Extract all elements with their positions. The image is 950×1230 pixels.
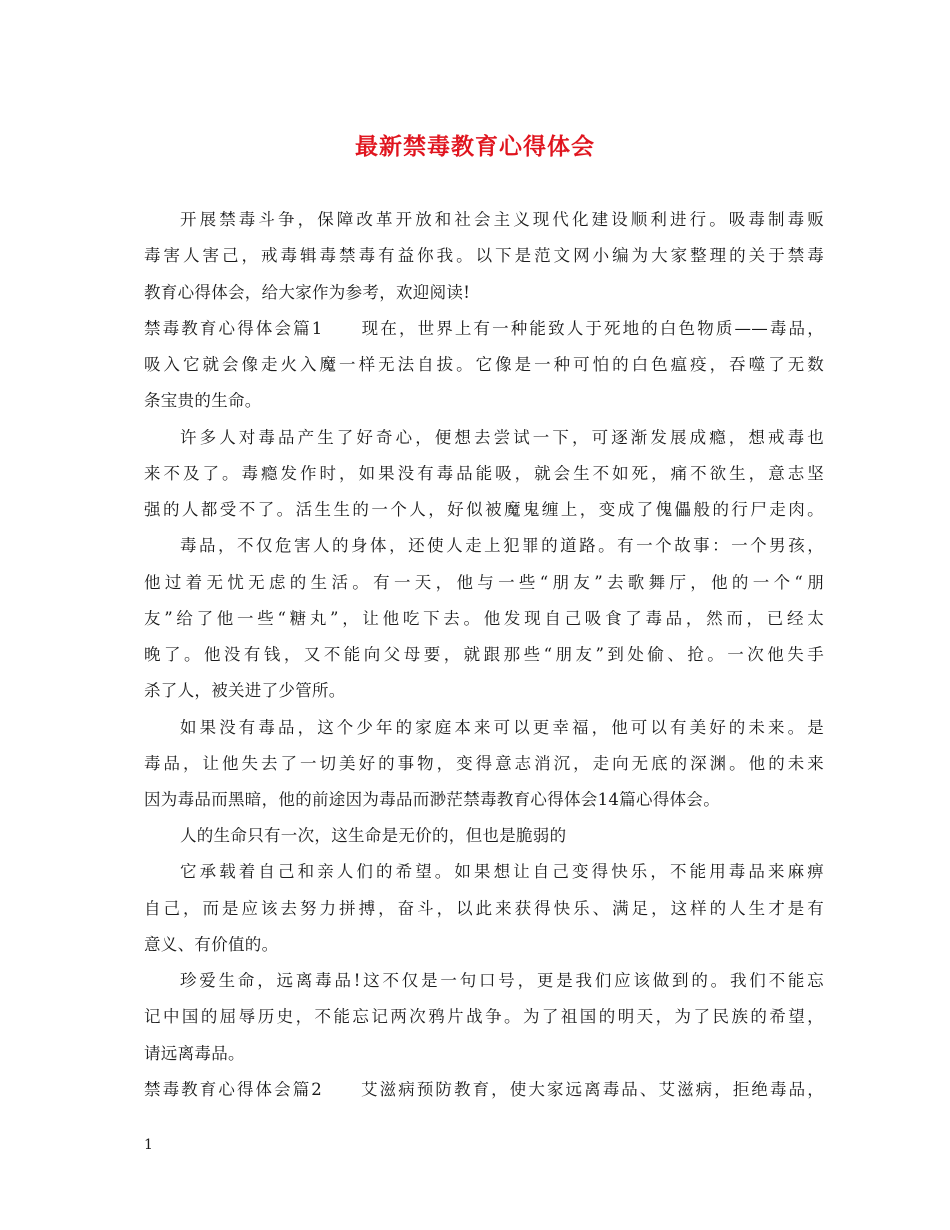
- body-line: 来不及了。毒瘾发作时，如果没有毒品能吸，就会生不如死，痛不欲生，意志坚: [144, 464, 824, 483]
- body-line: 许多人对毒品产生了好奇心，便想去尝试一下，可逐渐发展成瘾，想戒毒也: [180, 428, 824, 447]
- document-title: 最新禁毒教育心得体会: [355, 133, 595, 160]
- body-line: 请远离毒品。: [144, 1044, 245, 1063]
- body-line: 强的人都受不了。活生生的一个人，好似被魔鬼缠上，变成了傀儡般的行尸走肉。: [144, 500, 824, 519]
- body-line: 珍爱生命，远离毒品!这不仅是一句口号，更是我们应该做到的。我们不能忘: [180, 971, 824, 990]
- body-line: 条宝贵的生命。: [144, 391, 262, 410]
- body-line: 它承载着自己和亲人们的希望。如果想让自己变得快乐，不能用毒品来麻痹: [180, 862, 824, 881]
- body-line: 毒品，不仅危害人的身体，还使人走上犯罪的道路。有一个故事：一个男孩，: [180, 536, 824, 555]
- body-line: 禁毒教育心得体会篇2 艾滋病预防教育，使大家远离毒品、艾滋病，拒绝毒品，: [144, 1080, 824, 1099]
- body-line: 如果没有毒品，这个少年的家庭本来可以更幸福，他可以有美好的未来。是: [180, 718, 824, 737]
- body-line: 杀了人，被关进了少管所。: [144, 681, 346, 700]
- page-number: 1: [144, 1137, 153, 1153]
- body-line: 记中国的屈辱历史，不能忘记两次鸦片战争。为了祖国的明天，为了民族的希望，: [144, 1007, 824, 1026]
- body-line: 教育心得体会，给大家作为参考，欢迎阅读!: [144, 283, 471, 302]
- body-line: 自己，而是应该去努力拼搏，奋斗，以此来获得快乐、满足，这样的人生才是有: [144, 899, 824, 918]
- body-line: 禁毒教育心得体会篇1 现在，世界上有一种能致人于死地的白色物质——毒品，: [144, 319, 824, 338]
- body-line: 人的生命只有一次，这生命是无价的，但也是脆弱的: [180, 826, 567, 845]
- body-line: 他过着无忧无虑的生活。有一天，他与一些“朋友”去歌舞厅，他的一个“朋: [144, 573, 824, 592]
- body-line: 晚了。他没有钱，又不能向父母要，就跟那些“朋友”到处偷、抢。一次他失手: [144, 645, 824, 664]
- body-line: 毒品，让他失去了一切美好的事物，变得意志消沉，走向无底的深渊。他的未来: [144, 754, 824, 773]
- body-line: 因为毒品而黑暗，他的前途因为毒品而渺茫禁毒教育心得体会14篇心得体会。: [144, 790, 720, 809]
- body-line: 毒害人害己，戒毒辑毒禁毒有益你我。以下是范文网小编为大家整理的关于禁毒: [144, 246, 824, 265]
- body-line: 吸入它就会像走火入魔一样无法自拔。它像是一种可怕的白色瘟疫，吞噬了无数: [144, 355, 824, 374]
- body-line: 意义、有价值的。: [144, 935, 279, 954]
- body-line: 开展禁毒斗争，保障改革开放和社会主义现代化建设顺利进行。吸毒制毒贩: [180, 210, 824, 229]
- body-line: 友”给了他一些“糖丸”，让他吃下去。他发现自己吸食了毒品，然而，已经太: [144, 609, 824, 628]
